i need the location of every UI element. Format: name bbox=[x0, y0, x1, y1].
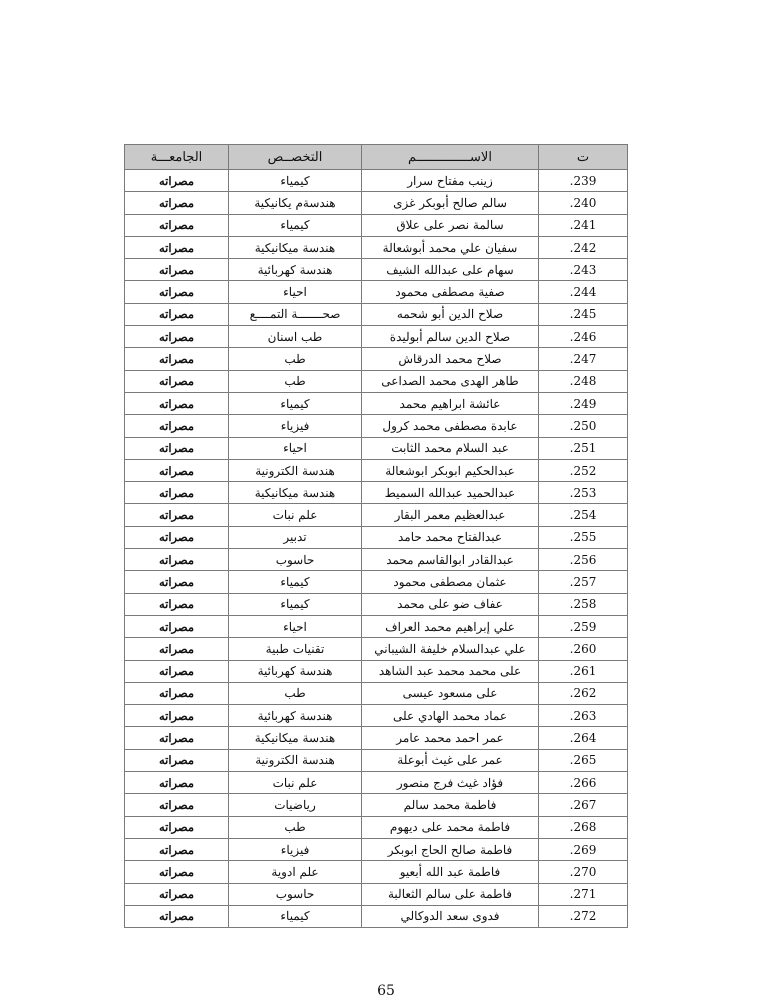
table-row bbox=[125, 214, 628, 236]
table-row bbox=[125, 861, 628, 883]
cell-university: مصراته bbox=[125, 348, 229, 370]
table-row bbox=[125, 281, 628, 303]
table-row bbox=[125, 459, 628, 481]
cell-number: .264 bbox=[539, 727, 628, 749]
cell-university: مصراته bbox=[125, 905, 229, 927]
table-row bbox=[125, 526, 628, 548]
cell-number: .258 bbox=[539, 593, 628, 615]
table-row bbox=[125, 772, 628, 794]
cell-university: مصراته bbox=[125, 861, 229, 883]
cell-major: هندسة ميكانيكية bbox=[229, 482, 362, 504]
cell-major: تدبير bbox=[229, 526, 362, 548]
table-row bbox=[125, 883, 628, 905]
cell-number: .255 bbox=[539, 526, 628, 548]
cell-university: مصراته bbox=[125, 437, 229, 459]
cell-number: .249 bbox=[539, 392, 628, 414]
cell-university: مصراته bbox=[125, 549, 229, 571]
cell-university: مصراته bbox=[125, 749, 229, 771]
cell-number: .266 bbox=[539, 772, 628, 794]
cell-name: زينب مفتاح سرار bbox=[362, 170, 539, 192]
cell-major: علم ادوية bbox=[229, 861, 362, 883]
cell-university: مصراته bbox=[125, 326, 229, 348]
cell-number: .246 bbox=[539, 326, 628, 348]
cell-university: مصراته bbox=[125, 214, 229, 236]
table-row bbox=[125, 727, 628, 749]
cell-name: علي إبراهيم محمد العراف bbox=[362, 615, 539, 637]
cell-name: عبدالقادر ابوالقاسم محمد bbox=[362, 549, 539, 571]
cell-major: هندسة الكترونية bbox=[229, 459, 362, 481]
cell-number: .256 bbox=[539, 549, 628, 571]
cell-name: سالمة نصر على علاق bbox=[362, 214, 539, 236]
cell-number: .242 bbox=[539, 236, 628, 258]
cell-number: .241 bbox=[539, 214, 628, 236]
table-row bbox=[125, 549, 628, 571]
cell-university: مصراته bbox=[125, 794, 229, 816]
table-row bbox=[125, 593, 628, 615]
cell-major: حاسوب bbox=[229, 549, 362, 571]
cell-name: عائشة ابراهيم محمد bbox=[362, 392, 539, 414]
cell-university: مصراته bbox=[125, 615, 229, 637]
cell-university: مصراته bbox=[125, 281, 229, 303]
header-major: التخصــص bbox=[229, 145, 362, 170]
cell-number: .251 bbox=[539, 437, 628, 459]
cell-number: .252 bbox=[539, 459, 628, 481]
cell-university: مصراته bbox=[125, 303, 229, 325]
cell-university: مصراته bbox=[125, 415, 229, 437]
cell-number: .243 bbox=[539, 259, 628, 281]
cell-major: فيزياء bbox=[229, 415, 362, 437]
cell-name: عبدالحميد عبدالله السميط bbox=[362, 482, 539, 504]
cell-number: .269 bbox=[539, 838, 628, 860]
cell-name: صفية مصطفى محمود bbox=[362, 281, 539, 303]
cell-number: .240 bbox=[539, 192, 628, 214]
cell-number: .259 bbox=[539, 615, 628, 637]
cell-name: صلاح محمد الدرقاش bbox=[362, 348, 539, 370]
cell-number: .267 bbox=[539, 794, 628, 816]
cell-number: .271 bbox=[539, 883, 628, 905]
cell-name: عبدالحكيم ابوبكر ابوشعالة bbox=[362, 459, 539, 481]
cell-university: مصراته bbox=[125, 504, 229, 526]
cell-university: مصراته bbox=[125, 392, 229, 414]
cell-major: طب bbox=[229, 816, 362, 838]
cell-major: تقنيات طبية bbox=[229, 638, 362, 660]
cell-major: طب bbox=[229, 682, 362, 704]
cell-number: .247 bbox=[539, 348, 628, 370]
cell-university: مصراته bbox=[125, 571, 229, 593]
table-row bbox=[125, 660, 628, 682]
cell-major: هندسةم يكانيكية bbox=[229, 192, 362, 214]
header-number: ت bbox=[539, 145, 628, 170]
cell-major: طب اسنان bbox=[229, 326, 362, 348]
cell-major: صحـــــــة التمــــع bbox=[229, 303, 362, 325]
cell-number: .239 bbox=[539, 170, 628, 192]
cell-name: صلاح الدين سالم أبوليدة bbox=[362, 326, 539, 348]
cell-university: مصراته bbox=[125, 682, 229, 704]
table-row bbox=[125, 682, 628, 704]
cell-university: مصراته bbox=[125, 883, 229, 905]
cell-major: طب bbox=[229, 348, 362, 370]
cell-university: مصراته bbox=[125, 459, 229, 481]
table-row bbox=[125, 326, 628, 348]
cell-university: مصراته bbox=[125, 593, 229, 615]
table-row bbox=[125, 638, 628, 660]
header-university: الجامعـــة bbox=[125, 145, 229, 170]
table-row bbox=[125, 816, 628, 838]
cell-university: مصراته bbox=[125, 838, 229, 860]
cell-university: مصراته bbox=[125, 236, 229, 258]
cell-name: عثمان مصطفى محمود bbox=[362, 571, 539, 593]
cell-name: فدوى سعد الدوكالي bbox=[362, 905, 539, 927]
cell-name: على محمد محمد عبد الشاهد bbox=[362, 660, 539, 682]
table-row bbox=[125, 303, 628, 325]
cell-number: .250 bbox=[539, 415, 628, 437]
cell-major: هندسة ميكانيكية bbox=[229, 236, 362, 258]
cell-name: فاطمة عبد الله أبعيو bbox=[362, 861, 539, 883]
cell-major: طب bbox=[229, 370, 362, 392]
cell-name: عبدالفتاح محمد حامد bbox=[362, 526, 539, 548]
table-row bbox=[125, 170, 628, 192]
cell-name: فاطمة محمد على ديهوم bbox=[362, 816, 539, 838]
cell-name: عبدالعظيم معمر البقار bbox=[362, 504, 539, 526]
cell-major: كيمياء bbox=[229, 571, 362, 593]
cell-major: احياء bbox=[229, 437, 362, 459]
cell-number: .245 bbox=[539, 303, 628, 325]
table-row bbox=[125, 370, 628, 392]
cell-number: .253 bbox=[539, 482, 628, 504]
cell-university: مصراته bbox=[125, 370, 229, 392]
cell-major: هندسة كهربائية bbox=[229, 259, 362, 281]
cell-major: هندسة ميكانيكية bbox=[229, 727, 362, 749]
cell-name: على مسعود عيسى bbox=[362, 682, 539, 704]
table-row bbox=[125, 905, 628, 927]
cell-name: فاطمة صالح الحاج ابوبكر bbox=[362, 838, 539, 860]
cell-major: هندسة كهربائية bbox=[229, 705, 362, 727]
cell-university: مصراته bbox=[125, 482, 229, 504]
cell-major: علم نبات bbox=[229, 772, 362, 794]
cell-name: سالم صالح أبوبكر غزى bbox=[362, 192, 539, 214]
table-row bbox=[125, 482, 628, 504]
cell-university: مصراته bbox=[125, 526, 229, 548]
cell-major: هندسة الكترونية bbox=[229, 749, 362, 771]
cell-major: كيمياء bbox=[229, 214, 362, 236]
table-row bbox=[125, 392, 628, 414]
cell-name: سفيان علي محمد أبوشعالة bbox=[362, 236, 539, 258]
cell-name: فاطمة على سالم الثعالبة bbox=[362, 883, 539, 905]
table-row bbox=[125, 615, 628, 637]
cell-name: صلاح الدين أبو شحمه bbox=[362, 303, 539, 325]
cell-name: فاطمة محمد سالم bbox=[362, 794, 539, 816]
cell-major: احياء bbox=[229, 615, 362, 637]
table-row bbox=[125, 348, 628, 370]
cell-university: مصراته bbox=[125, 192, 229, 214]
table-row bbox=[125, 794, 628, 816]
cell-major: هندسة كهربائية bbox=[229, 660, 362, 682]
cell-major: رياضيات bbox=[229, 794, 362, 816]
table-header-row bbox=[125, 145, 628, 170]
cell-university: مصراته bbox=[125, 660, 229, 682]
cell-name: عمر على غيث أبوعلة bbox=[362, 749, 539, 771]
cell-major: فيزياء bbox=[229, 838, 362, 860]
cell-major: كيمياء bbox=[229, 170, 362, 192]
cell-university: مصراته bbox=[125, 816, 229, 838]
cell-number: .261 bbox=[539, 660, 628, 682]
table-row bbox=[125, 705, 628, 727]
cell-university: مصراته bbox=[125, 705, 229, 727]
cell-name: عابدة مصطفى محمد كرول bbox=[362, 415, 539, 437]
cell-number: .265 bbox=[539, 749, 628, 771]
cell-university: مصراته bbox=[125, 170, 229, 192]
cell-number: .260 bbox=[539, 638, 628, 660]
cell-university: مصراته bbox=[125, 638, 229, 660]
table-row bbox=[125, 571, 628, 593]
table-row bbox=[125, 236, 628, 258]
cell-major: كيمياء bbox=[229, 905, 362, 927]
cell-name: طاهر الهدى محمد الصداعى bbox=[362, 370, 539, 392]
cell-number: .268 bbox=[539, 816, 628, 838]
cell-major: احياء bbox=[229, 281, 362, 303]
cell-name: سهام على عبدالله الشيف bbox=[362, 259, 539, 281]
cell-major: علم نبات bbox=[229, 504, 362, 526]
cell-number: .248 bbox=[539, 370, 628, 392]
cell-number: .257 bbox=[539, 571, 628, 593]
cell-name: علي عبدالسلام خليفة الشيباني bbox=[362, 638, 539, 660]
cell-name: عمر احمد محمد عامر bbox=[362, 727, 539, 749]
cell-name: عماد محمد الهادي على bbox=[362, 705, 539, 727]
cell-major: كيمياء bbox=[229, 593, 362, 615]
table-row bbox=[125, 259, 628, 281]
page-number: 65 bbox=[377, 983, 395, 999]
cell-number: .272 bbox=[539, 905, 628, 927]
table-row bbox=[125, 192, 628, 214]
cell-number: .244 bbox=[539, 281, 628, 303]
cell-number: .263 bbox=[539, 705, 628, 727]
cell-name: فؤاد غيث فرج منصور bbox=[362, 772, 539, 794]
cell-major: حاسوب bbox=[229, 883, 362, 905]
cell-number: .254 bbox=[539, 504, 628, 526]
cell-name: عبد السلام محمد الثابت bbox=[362, 437, 539, 459]
table-row bbox=[125, 749, 628, 771]
cell-number: .262 bbox=[539, 682, 628, 704]
header-name: الاســــــــــــــم bbox=[362, 145, 539, 170]
cell-number: .270 bbox=[539, 861, 628, 883]
cell-major: كيمياء bbox=[229, 392, 362, 414]
cell-name: عفاف ضو على محمد bbox=[362, 593, 539, 615]
cell-university: مصراته bbox=[125, 727, 229, 749]
table-row bbox=[125, 415, 628, 437]
table-row bbox=[125, 504, 628, 526]
table-row bbox=[125, 838, 628, 860]
table-row bbox=[125, 437, 628, 459]
students-table bbox=[124, 144, 628, 928]
cell-university: مصراته bbox=[125, 259, 229, 281]
cell-university: مصراته bbox=[125, 772, 229, 794]
